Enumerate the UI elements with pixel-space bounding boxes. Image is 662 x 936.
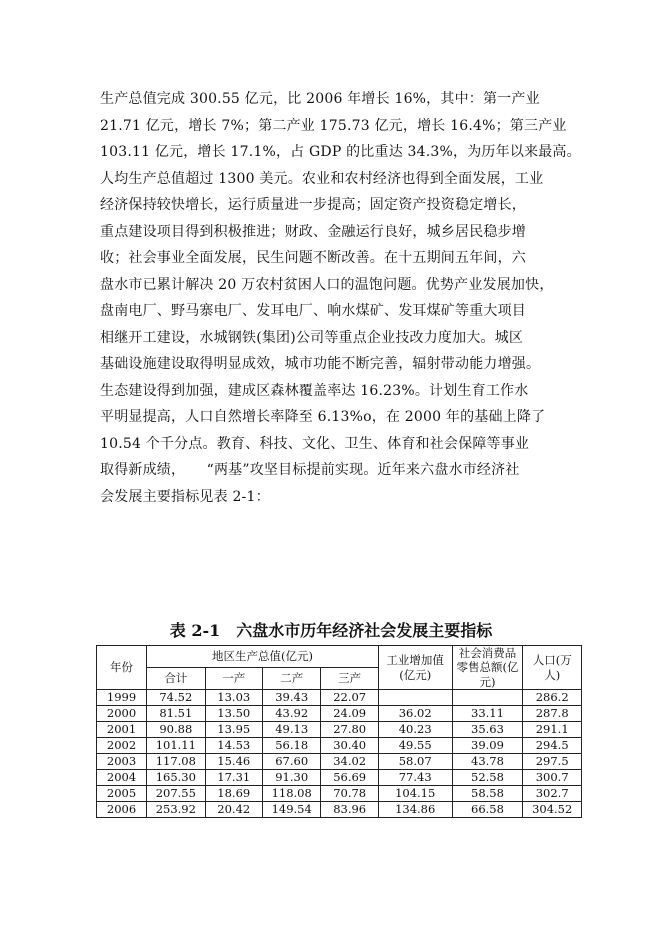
- cell-population: 297.5: [523, 754, 582, 770]
- cell-tertiary: 70.78: [321, 786, 378, 802]
- cell-primary: 13.95: [205, 722, 262, 738]
- cell-secondary: 49.13: [262, 722, 321, 738]
- table-caption: [0, 618, 662, 641]
- cell-total: 81.51: [147, 706, 206, 722]
- paragraph-line: 收；社会事业全面发展，民生问题不断改善。在十五期间五年间，六: [100, 250, 526, 266]
- header-year: 年份: [97, 646, 147, 690]
- cell-total: 207.55: [147, 786, 206, 802]
- paragraph-line: 10.54 个千分点。教育、科技、文化、卫生、体育和社会保障等事业: [100, 435, 530, 452]
- indicators-table: [96, 645, 582, 818]
- cell-population: 304.52: [523, 802, 582, 818]
- cell-retail: 39.09: [452, 738, 523, 754]
- cell-population: 300.7: [523, 770, 582, 786]
- cell-secondary: 118.08: [262, 786, 321, 802]
- cell-population: 294.5: [523, 738, 582, 754]
- cell-year: 2004: [97, 770, 147, 786]
- table-row: [97, 754, 582, 770]
- paragraph-line: 经济保持较快增长，运行质量进一步提高；固定资产投资稳定增长，: [100, 197, 526, 213]
- paragraph-line: 会发展主要指标见表 2-1：: [100, 488, 270, 505]
- cell-primary: 13.50: [205, 706, 262, 722]
- header-industry: 工业增加值(亿元): [378, 646, 452, 690]
- paragraph-line: 21.71 亿元，增长 7%；第二产业 175.73 亿元，增长 16.4%；第三产业: [100, 117, 567, 134]
- table-row: [97, 690, 582, 706]
- table-row: [97, 722, 582, 738]
- cell-primary: 18.69: [205, 786, 262, 802]
- table-body: [97, 690, 582, 818]
- table-row: [97, 802, 582, 818]
- cell-primary: 14.53: [205, 738, 262, 754]
- cell-total: 253.92: [147, 802, 206, 818]
- cell-tertiary: 27.80: [321, 722, 378, 738]
- cell-population: 291.1: [523, 722, 582, 738]
- cell-retail: 43.78: [452, 754, 523, 770]
- header-population: 人口(万人): [523, 646, 582, 690]
- cell-tertiary: 22.07: [321, 690, 378, 706]
- header-tertiary: 三产: [321, 668, 378, 690]
- cell-industry: 58.07: [378, 754, 452, 770]
- cell-year: 2005: [97, 786, 147, 802]
- paragraph-line: 盘南电厂、野马寨电厂、发耳电厂、响水煤矿、发耳煤矿等重大项目: [100, 303, 526, 319]
- cell-year: 2002: [97, 738, 147, 754]
- body-paragraph: [100, 86, 580, 510]
- cell-year: 2001: [97, 722, 147, 738]
- cell-primary: 15.46: [205, 754, 262, 770]
- paragraph-line: 盘水市已累计解决 20 万农村贫困人口的温饱问题。优势产业发展加快，: [100, 276, 554, 293]
- cell-year: 2000: [97, 706, 147, 722]
- cell-tertiary: 30.40: [321, 738, 378, 754]
- cell-total: 117.08: [147, 754, 206, 770]
- cell-total: 74.52: [147, 690, 206, 706]
- cell-retail: [452, 690, 523, 706]
- cell-industry: 134.86: [378, 802, 452, 818]
- paragraph-line: 103.11 亿元，增长 17.1%，占 GDP 的比重达 34.3%，为历年以来最高。: [100, 144, 581, 160]
- cell-tertiary: 24.09: [321, 706, 378, 722]
- paragraph-line: 生产总值完成 300.55 亿元，比 2006 年增长 16%，其中：第一产业: [100, 91, 540, 107]
- cell-industry: [378, 690, 452, 706]
- cell-retail: 35.63: [452, 722, 523, 738]
- cell-tertiary: 83.96: [321, 802, 378, 818]
- cell-year: 1999: [97, 690, 147, 706]
- cell-total: 165.30: [147, 770, 206, 786]
- table-row: [97, 706, 582, 722]
- paragraph-line: 人均生产总值超过 1300 美元。农业和农村经济也得到全面发展，工业: [100, 170, 544, 187]
- paragraph-line: 取得新成绩， “两基”攻坚目标提前实现。近年来六盘水市经济社: [100, 462, 520, 478]
- table-row: [97, 770, 582, 786]
- cell-industry: 36.02: [378, 706, 452, 722]
- cell-retail: 33.11: [452, 706, 523, 722]
- cell-secondary: 91.30: [262, 770, 321, 786]
- cell-secondary: 149.54: [262, 802, 321, 818]
- cell-population: 302.7: [523, 786, 582, 802]
- header-total: 合计: [147, 668, 206, 690]
- cell-primary: 13.03: [205, 690, 262, 706]
- cell-year: 2006: [97, 802, 147, 818]
- cell-retail: 52.58: [452, 770, 523, 786]
- header-primary: 一产: [205, 668, 262, 690]
- paragraph-line: 平明显提高，人口自然增长率降至 6.13%o，在 2000 年的基础上降了: [100, 409, 546, 425]
- cell-secondary: 43.92: [262, 706, 321, 722]
- cell-secondary: 67.60: [262, 754, 321, 770]
- cell-year: 2003: [97, 754, 147, 770]
- cell-tertiary: 34.02: [321, 754, 378, 770]
- cell-secondary: 56.18: [262, 738, 321, 754]
- cell-retail: 66.58: [452, 802, 523, 818]
- cell-industry: 77.43: [378, 770, 452, 786]
- paragraph-line: 基础设施建设取得明显成效，城市功能不断完善，辐射带动能力增强。: [100, 356, 541, 372]
- cell-industry: 49.55: [378, 738, 452, 754]
- paragraph-line: 相继开工建设，水城钢铁(集团)公司等重点企业技改力度加大。城区: [100, 329, 524, 346]
- cell-population: 286.2: [523, 690, 582, 706]
- table-row: [97, 786, 582, 802]
- cell-total: 101.11: [147, 738, 206, 754]
- paragraph-line: 重点建设项目得到积极推进；财政、金融运行良好，城乡居民稳步增: [100, 223, 526, 240]
- paragraph-line: 生态建设得到加强，建成区森林覆盖率达 16.23%。计划生育工作水: [100, 382, 529, 399]
- cell-industry: 104.15: [378, 786, 452, 802]
- table-row: [97, 738, 582, 754]
- cell-primary: 17.31: [205, 770, 262, 786]
- cell-secondary: 39.43: [262, 690, 321, 706]
- cell-retail: 58.58: [452, 786, 523, 802]
- table-number: 表 2-1: [169, 621, 221, 640]
- cell-population: 287.8: [523, 706, 582, 722]
- table-title: 六盘水市历年经济社会发展主要指标: [236, 621, 493, 640]
- cell-industry: 40.23: [378, 722, 452, 738]
- cell-tertiary: 56.69: [321, 770, 378, 786]
- header-secondary: 二产: [262, 668, 321, 690]
- cell-primary: 20.42: [205, 802, 262, 818]
- header-retail: 社会消费品零售总额(亿元): [452, 646, 523, 690]
- header-gdp-group: 地区生产总值(亿元): [147, 646, 379, 668]
- cell-total: 90.88: [147, 722, 206, 738]
